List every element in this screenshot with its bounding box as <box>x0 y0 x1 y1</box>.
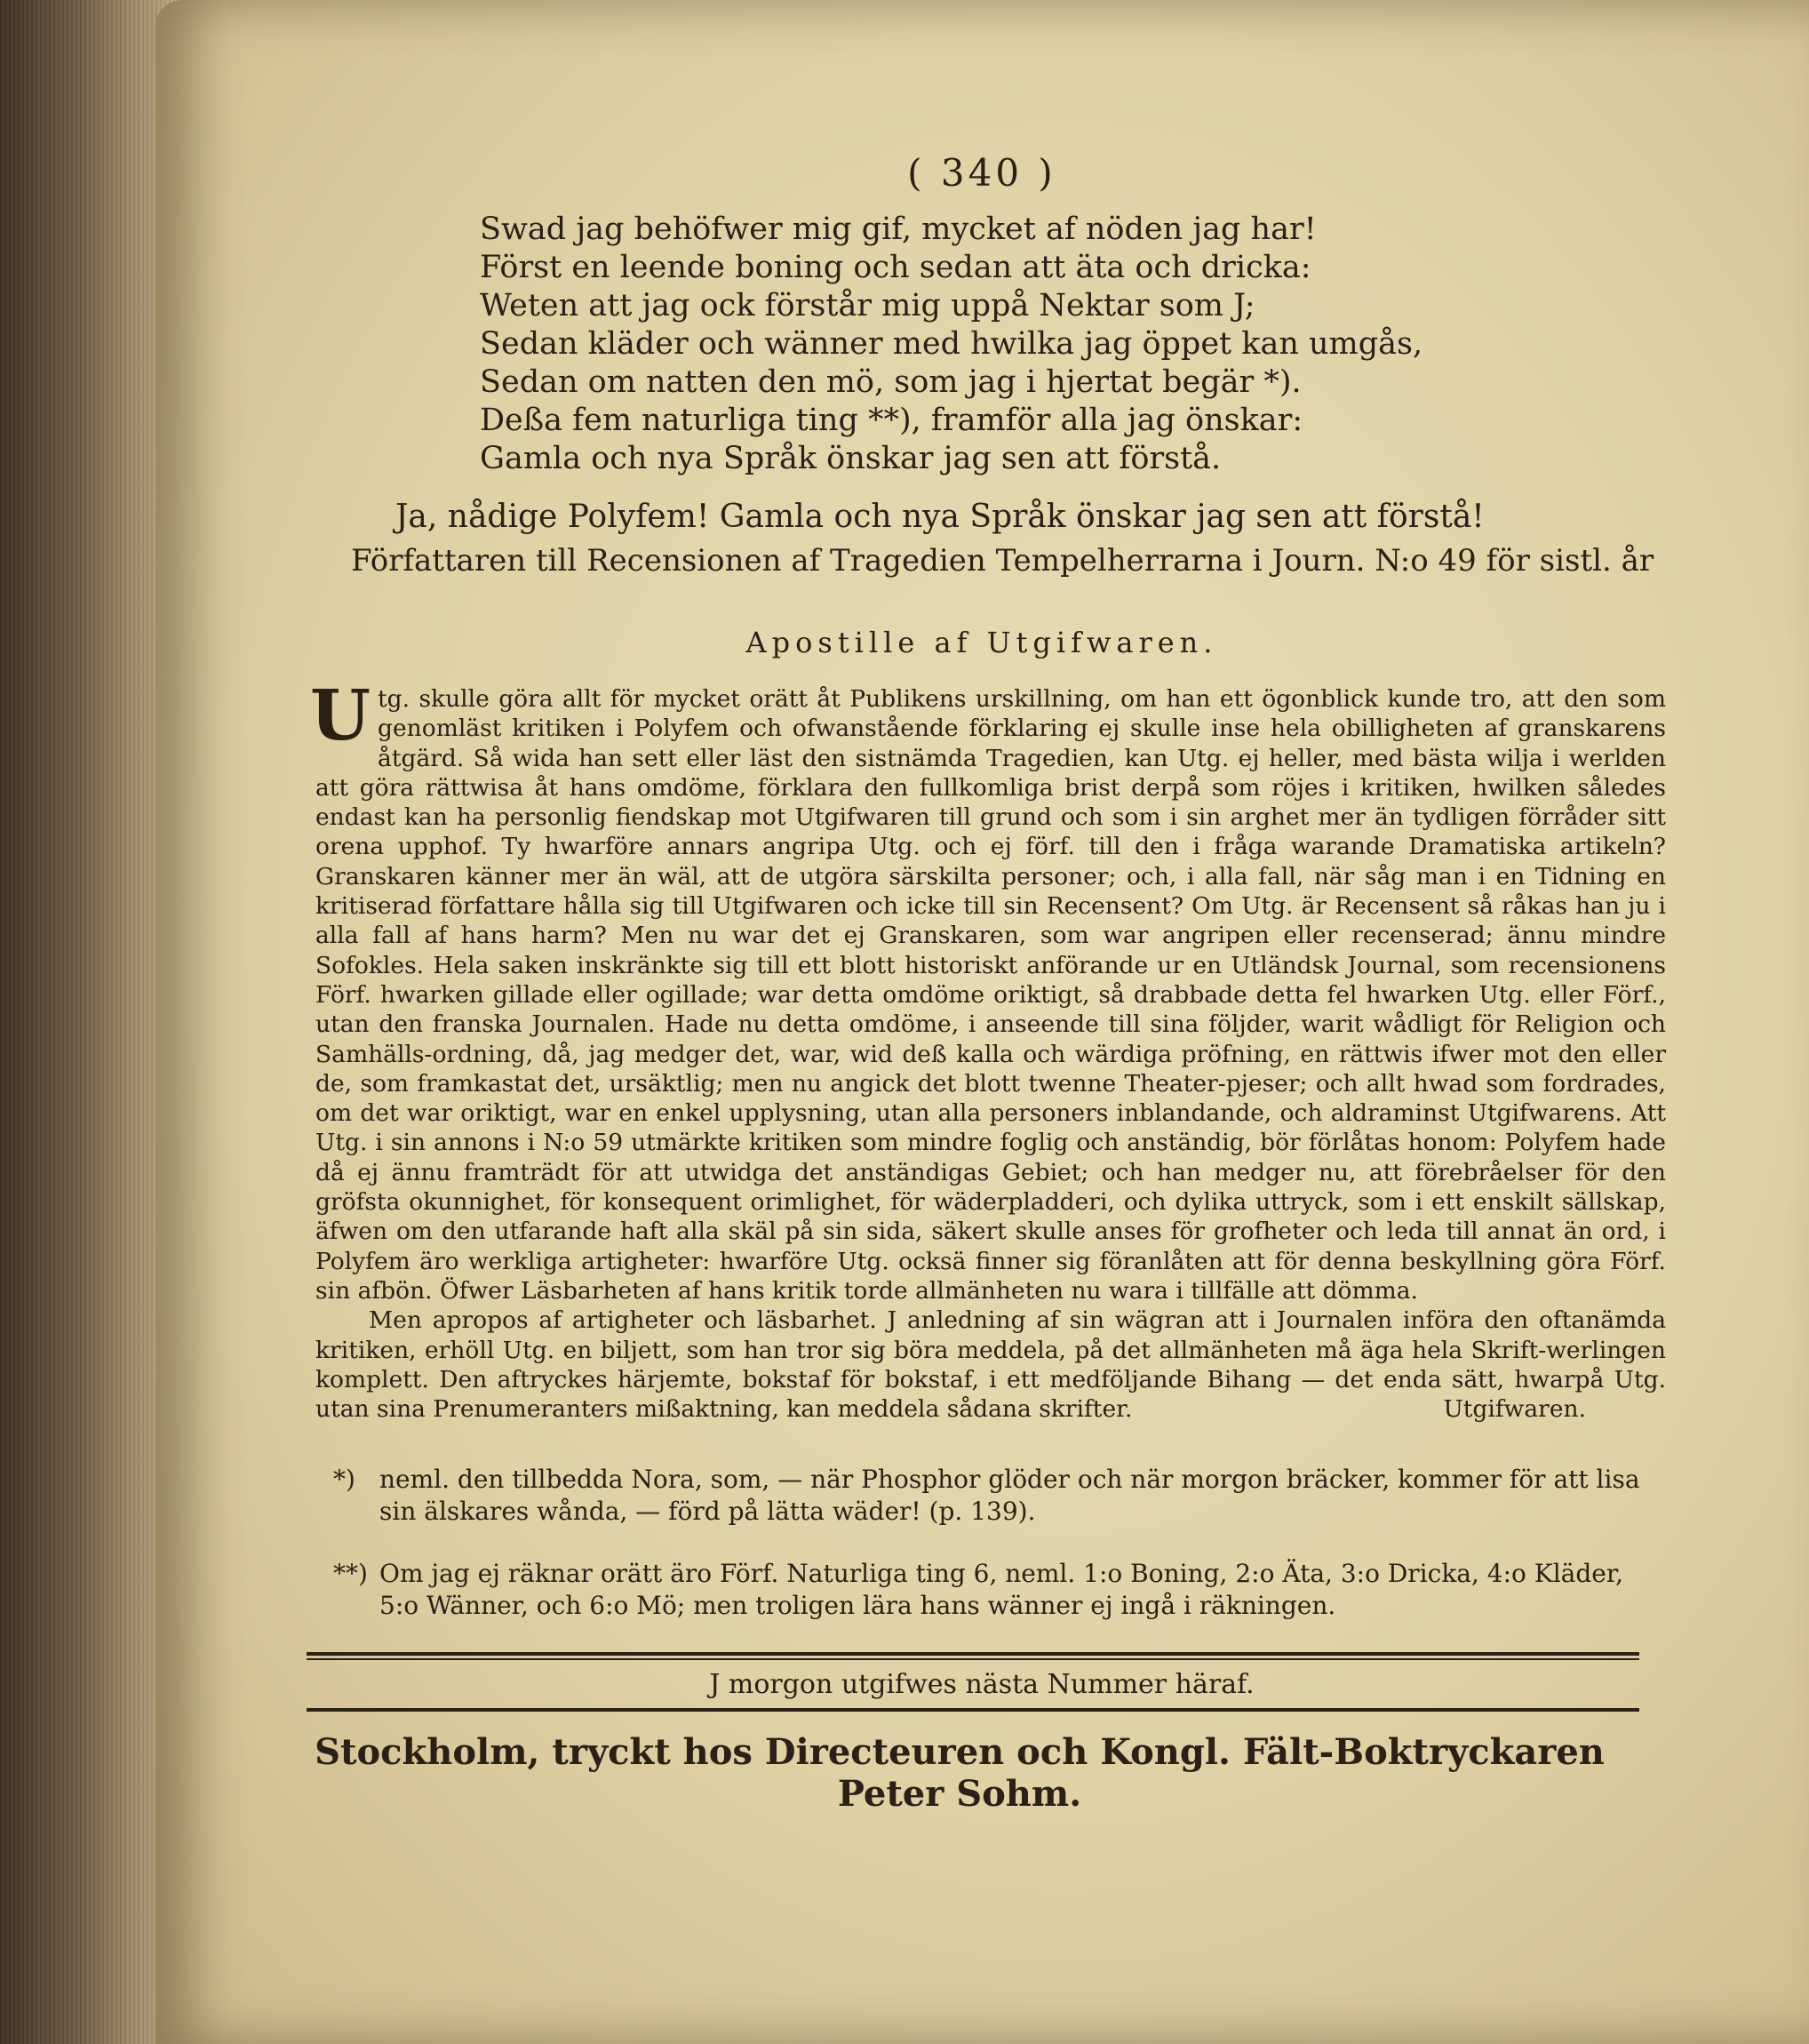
footnote-mark: **) <box>333 1558 368 1588</box>
footnote <box>333 1464 1666 1528</box>
poem-line: Sedan kläder och wänner med hwilka jag öppet kan umgås, <box>480 326 1423 362</box>
footnotes <box>298 1464 1666 1622</box>
exclamation-line: Ja, nådige Polyfem! Gamla och nya Språk önskar jag sen att förstå! <box>395 499 1485 535</box>
poem-line: Sedan om natten den mö, som jag i hjertat begär *). <box>480 364 1302 400</box>
poem-line: Först en leende boning och sedan att äta och dricka: <box>480 250 1311 285</box>
apostille-heading: Apostille af Utgifwaren. <box>745 626 1218 659</box>
footnote-text: Om jag ej räknar orätt äro Förf. Naturliga ting 6, neml. 1:o Boning, 2:o Äta, 3:o Dricka, 4:o Kläder, 5:o Wänner, och 6:o Mö; men troligen lära hans wänner ej ingå i räkningen. <box>379 1558 1624 1620</box>
paragraph-1-text: tg. skulle göra allt för mycket orätt åt Publikens urskillning, om han ett ögonblick kunde tro, att den som genomläst kritiken i Polyfem och ofwanstående förklaring ej skulle inse hela obilligheten af granskarens åtgärd. Så wida han sett eller läst den sistnämda Tragedien, kan Utg. ej heller, med bästa wilja i werlden att göra rättwisa åt hans omdöme, förklara den fullkomliga brist derpå som röjes i kritiken, hwilken således endast kan ha personlig fiendskap mot Utgifwaren till grund och som i sin arghet mer än tydligen förråder sitt orena upphof. Ty hwarföre annars angripa Utg. och ej förf. till den i fråga warande Dramatiska artikeln? Granskaren känner mer än wäl, att de utgöra särskilta personer; och, i alla fall, när såg man i en Tidning en kritiserad författare hålla sig till Utgifwaren och icke till sin Recensent? Om Utg. är Recensent så råkas han ju i alla fall af hans harm? Men nu war det ej Granskaren, som war angripen eller recenserad; ännu mindre Sofokles. Hela saken inskränkte sig till ett blott historiskt anförande ur en Utländsk Journal, som recensionens Förf. hwarken gillade eller ogillade; war detta omdöme oriktigt, så drabbade detta fel hwarken Utg. eller Förf., utan den franska Journalen. Hade nu detta omdöme, i anseende till sina följder, warit wådligt för Religion och Samhälls-ordning, då, jag medger det, war, wid deß kalla och wärdiga pröfning, en rättwis ifwer mot den eller de, som framkastat det, ursäktlig; men nu angick det blott twenne Theater-pjeser; och allt hwad som fordrades, om det war oriktigt, war en enkel upplysning, utan alla personers inblandande, och aldraminst Utgifwarens. Att Utg. i sin annons i N:o 59 utmärkte kritiken som mindre foglig och anständig, bör förlåtas honom: Polyfem hade då ej ännu framträdt för att utwidga det anständigas Gebiet; och han medger nu, att förebråelser för den gröfsta okunnighet, för konsequent orimlighet, för wäderpladderi, och dylika uttryck, som i ett enskilt sällskap, äfwen om den utfarande haft alla skäl på sin sida, säkert skulle anses för grofheter och leda till annat än ord, i Polyfem äro werkliga artigheter: hwarföre Utg. ocksä finner sig föranlåten att för denna beskyllning göra Förf. sin afbön. Öfwer Läsbarheten af hans kritik torde allmänheten nu wara i tillfälle att dömma. <box>315 685 1666 1305</box>
next-issue-notice: J morgon utgifwes nästa Nummer häraf. <box>709 1668 1255 1700</box>
footnote <box>333 1558 1666 1622</box>
poem-line: Weten att jag ock förstår mig uppå Nektar som J; <box>480 288 1255 323</box>
divider-rule-top <box>307 1652 1639 1656</box>
drop-cap-initial: U <box>310 675 371 756</box>
page-number: ( 340 ) <box>907 151 1056 195</box>
apostille-paragraph-2: Men apropos af artigheter och läsbarhet. J anledning af sin wägran att i Journalen införa den oftanämda kritiken, erhöll Utg. en biljett, som han tror sig böra meddela, på det allmänheten må äga hela Skrift-werlingen komplett. Den aftryckes härjemte, bokstaf för bokstaf, i ett medföljande Bihang — det enda sätt, hwarpå Utg. utan sina Prenumeranters mißaktning, kan meddela sådana skrifter. <box>315 1306 1666 1424</box>
poem-line: Deßa fem naturliga ting **), framför alla jag önskar: <box>480 403 1303 438</box>
divider-rule-bottom <box>307 1708 1639 1712</box>
author-line: Författaren till Recensionen af Tragedien Tempelherrarna i Journ. N:o 49 för sistl. år <box>351 543 1654 579</box>
printed-page <box>155 0 1809 2044</box>
poem-line: Gamla och nya Språk önskar jag sen att förstå. <box>480 441 1222 476</box>
divider-rule-top-thin <box>307 1658 1639 1660</box>
footnote-text: neml. den tillbedda Nora, som, — när Phosphor glöder och när morgon bräcker, kommer för att lisa sin älskares wånda, — förd på lätta wäder! (p. 139). <box>379 1464 1640 1526</box>
page-content <box>298 151 1666 1815</box>
poem <box>480 211 1666 478</box>
poem-line: Swad jag behöfwer mig gif, mycket af nöden jag har! <box>480 212 1317 247</box>
footnote-mark: *) <box>333 1464 355 1494</box>
editor-signature: Utgifwaren. <box>1443 1395 1586 1424</box>
apostille-paragraph-1 <box>310 675 1666 1305</box>
printer-imprint: Stockholm, tryckt hos Directeuren och Kongl. Fält-Boktryckaren Peter Sohm. <box>315 1730 1605 1815</box>
apostille-body <box>310 675 1666 1425</box>
